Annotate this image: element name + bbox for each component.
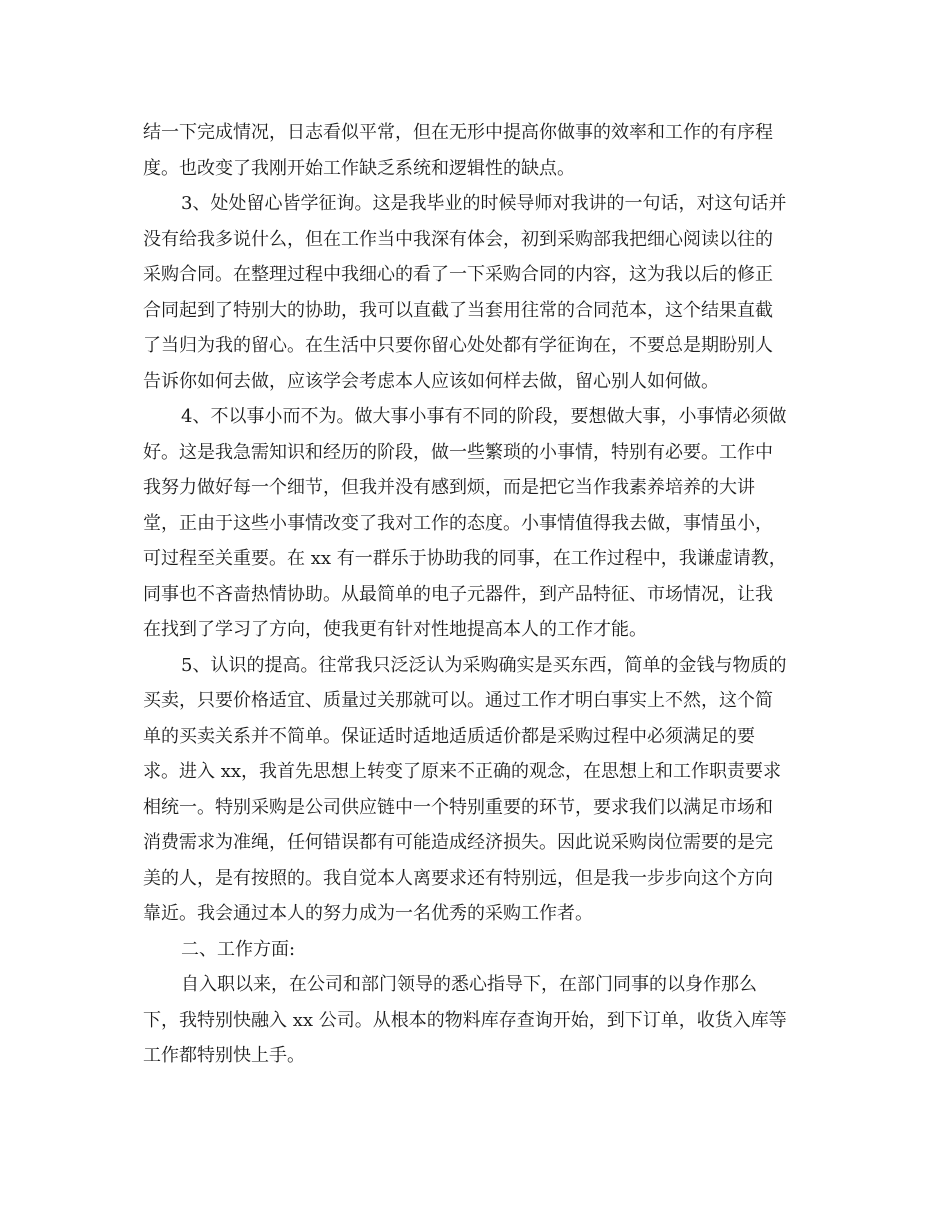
text-line: 4、不以事小而不为。做大事小事有不同的阶段，要想做大事，小事情必须做 bbox=[181, 406, 787, 427]
text-line: 相统一。特别采购是公司供应链中一个特别重要的环节，要求我们以满足市场和 bbox=[143, 796, 773, 818]
text-line: 可过程至关重要。在 xx 有一群乐于协助我的同事，在工作过程中，我谦虚请教， bbox=[143, 548, 787, 569]
text-line: 堂，正由于这些小事情改变了我对工作的态度。小事情值得我去做，事情虽小， bbox=[143, 512, 773, 534]
text-line: 结一下完成情况，日志看似平常，但在无形中提高你做事的效率和工作的有序程 bbox=[143, 122, 773, 143]
text-line: 自入职以来，在公司和部门领导的悉心指导下，在部门同事的以身作那么 bbox=[181, 974, 757, 995]
text-line: 美的人，是有按照的。我自觉本人离要求还有特别远，但是我一步步向这个方向 bbox=[143, 867, 773, 889]
text-line: 下，我特别快融入 xx 公司。从根本的物料库存查询开始，到下订单，收货入库等 bbox=[143, 1009, 787, 1031]
text-line: 单的买卖关系并不简单。保证适时适地适质适价都是采购过程中必须满足的要 bbox=[143, 725, 755, 747]
text-line: 告诉你如何去做，应该学会考虑本人应该如何样去做，留心别人如何做。 bbox=[143, 370, 719, 392]
text-line: 买卖，只要价格适宜、质量过关那就可以。通过工作才明白事实上不然，这个简 bbox=[143, 690, 773, 711]
text-line: 了当归为我的留心。在生活中只要你留心处处都有学征询在，不要总是期盼别人 bbox=[143, 335, 773, 356]
text-line: 好。这是我急需知识和经历的阶段，做一些繁琐的小事情，特别有必要。工作中 bbox=[143, 441, 773, 463]
text-line: 3、处处留心皆学征询。这是我毕业的时候导师对我讲的一句话，对这句话并 bbox=[181, 193, 787, 214]
text-line: 5、认识的提高。往常我只泛泛认为采购确实是买东西，简单的金钱与物质的 bbox=[181, 654, 787, 676]
text-line: 采购合同。在整理过程中我细心的看了一下采购合同的内容，这为我以后的修正 bbox=[143, 264, 773, 285]
text-line: 同事也不吝啬热情协助。从最简单的电子元器件，到产品特征、市场情况，让我 bbox=[143, 583, 773, 605]
text-line: 工作都特别快上手。 bbox=[143, 1045, 305, 1066]
text-line: 求。进入 xx，我首先思想上转变了原来不正确的观念，在思想上和工作职责要求 bbox=[143, 761, 782, 782]
text-line: 没有给我多说什么，但在工作当中我深有体会，初到采购部我把细心阅读以往的 bbox=[143, 228, 773, 250]
document-page bbox=[143, 115, 823, 1074]
text-line: 合同起到了特别大的协助，我可以直截了当套用往常的合同范本，这个结果直截 bbox=[143, 299, 773, 321]
text-line: 靠近。我会通过本人的努力成为一名优秀的采购工作者。 bbox=[143, 903, 593, 924]
text-line: 在找到了学习了方向，使我更有针对性地提高本人的工作才能。 bbox=[143, 619, 647, 640]
text-line: 我努力做好每一个细节，但我并没有感到烦，而是把它当作我素养培养的大讲 bbox=[143, 477, 755, 498]
text-line: 二、工作方面: bbox=[181, 938, 296, 960]
text-line: 消费需求为准绳，任何错误都有可能造成经济损失。因此说采购岗位需要的是完 bbox=[143, 832, 773, 853]
text-line: 度。也改变了我刚开始工作缺乏系统和逻辑性的缺点。 bbox=[143, 157, 575, 179]
